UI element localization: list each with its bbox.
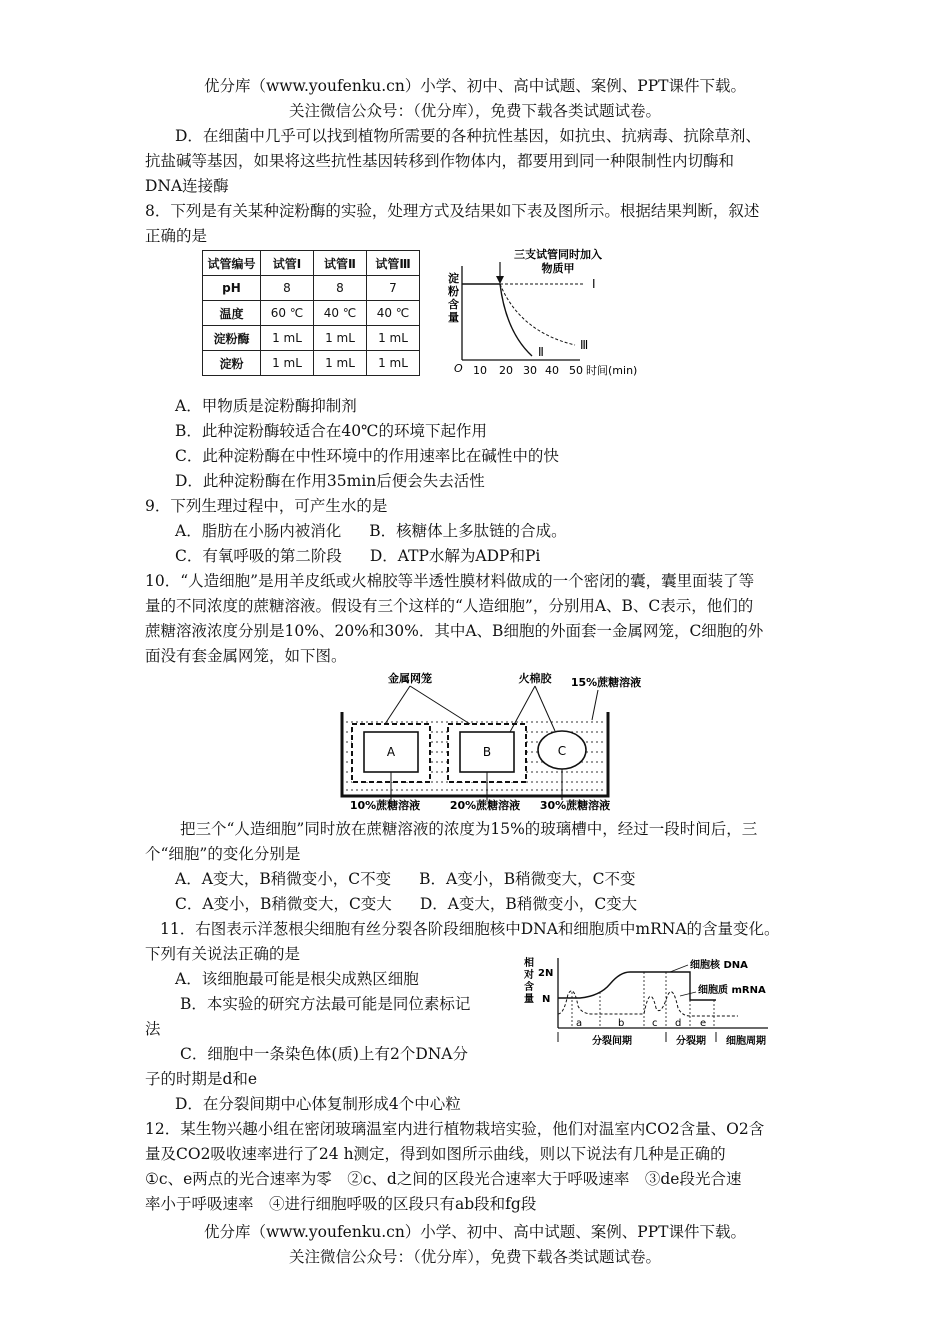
- table-cell: 1 mL: [367, 326, 420, 351]
- q7-option-d-line-1: D．在细菌中几乎可以找到植物所需要的各种抗性基因，如抗虫、抗病毒、抗除草剂、: [175, 127, 761, 145]
- legend-mrna: 细胞质 mRNA: [698, 985, 766, 996]
- table-cell: 1 mL: [261, 326, 314, 351]
- table-row: [203, 351, 420, 376]
- q11-option-c-line-1: C．细胞中一条染色体(质)上有2个DNA分: [180, 1045, 468, 1063]
- table-cell: 7: [367, 276, 420, 301]
- q10-stem-line-1: 10．“人造细胞”是用羊皮纸或火棉胶等半透性膜材料做成的一个密闭的囊，囊里面装了等: [145, 572, 755, 590]
- header-line-2: 关注微信公众号：（优分库），免费下载各类试题试卷。: [288, 102, 661, 120]
- curve-label-iii: Ⅲ: [580, 338, 589, 352]
- table-cell: 淀粉: [203, 351, 261, 376]
- q11-stem-line-2: 下列有关说法正确的是: [145, 945, 301, 963]
- table-cell: 40 ℃: [367, 301, 420, 326]
- cell-a-label: A: [386, 745, 396, 759]
- table-cell: 试管编号: [203, 251, 261, 276]
- table-cell: 1 mL: [261, 351, 314, 376]
- q8-option-b: B．此种淀粉酶较适合在40℃的环境下起作用: [175, 422, 487, 440]
- segment-label: c: [652, 1018, 658, 1029]
- graph-ylabel-char: 相: [524, 958, 534, 969]
- q7-option-d-line-2: 抗盐碱等基因，如果将这些抗性基因转移到作物体内，都要用到同一种限制性内切酶和: [145, 152, 735, 170]
- graph-annotation-line-2: 物质甲: [541, 262, 575, 275]
- graph-ylabel-char: 量: [448, 311, 459, 324]
- q11-option-b-line-2: 法: [145, 1020, 161, 1038]
- q9-options-row-1: [175, 521, 567, 541]
- legend-dna: 细胞核 DNA: [690, 960, 748, 971]
- curve-label-i: Ⅰ: [592, 277, 596, 291]
- q11-dna-mrna-graph: [520, 952, 782, 1056]
- table-row: [203, 276, 420, 301]
- x-tick-label: 30: [523, 364, 537, 377]
- q10-options-row-2: [175, 894, 637, 914]
- x-tick-label: 50: [569, 364, 583, 377]
- y-label-n: N: [542, 994, 551, 1005]
- table-cell: 试管Ⅰ: [261, 251, 314, 276]
- q10-artificial-cell-figure: [330, 668, 642, 813]
- segment-label: b: [618, 1018, 625, 1029]
- q7-option-d-line-3: DNA连接酶: [145, 177, 229, 195]
- label-cell-b-solution: 20%蔗糖溶液: [449, 799, 521, 812]
- table-cell: 试管Ⅲ: [367, 251, 420, 276]
- q11-option-a: A．该细胞最可能是根尖成熟区细胞: [175, 970, 419, 988]
- graph-ylabel-char: 量: [524, 994, 534, 1005]
- x-tick-label: 10: [473, 364, 487, 377]
- q8-stem-line-1: 8．下列是有关某种淀粉酶的实验，处理方式及结果如下表及图所示。根据结果判断，叙述: [145, 202, 760, 220]
- q12-line-1: 12．某生物兴趣小组在密闭玻璃温室内进行植物栽培实验，他们对温室内CO2含量、O2含: [145, 1120, 765, 1138]
- table-cell: 8: [261, 276, 314, 301]
- q11-option-b-line-1: B．本实验的研究方法最可能是同位素标记: [180, 995, 471, 1013]
- phase-division-label: 分裂期: [676, 1036, 706, 1047]
- graph-ylabel-char: 含: [448, 298, 459, 311]
- label-cell-a-solution: 10%蔗糖溶液: [349, 799, 421, 812]
- table-row: [203, 301, 420, 326]
- x-tick-label: 40: [545, 364, 559, 377]
- table-cell: pH: [203, 276, 261, 301]
- annotation-arrowhead: [496, 276, 504, 284]
- table-cell: 40 ℃: [314, 301, 367, 326]
- q8-option-c: C．此种淀粉酶在中性环境中的作用速率比在碱性中的快: [175, 447, 559, 465]
- q10-option-a: A．A变大，B稍微变小，C不变: [175, 870, 392, 888]
- q10-option-b: B．A变小，B稍微变大，C不变: [419, 870, 636, 888]
- q10-options-row-1: [175, 869, 635, 889]
- q9-option-d: D．ATP水解为ADP和Pi: [369, 547, 541, 565]
- q8-option-d: D．此种淀粉酶在作用35min后便会失去活性: [175, 472, 485, 490]
- q11-stem-line-1: 11．右图表示洋葱根尖细胞有丝分裂各阶段细胞核中DNA和细胞质中mRNA的含量变化。: [160, 920, 780, 938]
- curve-label-ii: Ⅱ: [538, 345, 544, 359]
- phase-interphase-label: 分裂间期: [592, 1036, 632, 1047]
- q8-starch-graph: [440, 242, 655, 382]
- q10-stem-line-2: 量的不同浓度的蔗糖溶液。假设有三个这样的“人造细胞”，分别用A、B、C表示，他们的: [145, 597, 754, 615]
- label-metal-cage: 金属网笼: [388, 672, 432, 685]
- x-axis-label: 细胞周期: [726, 1036, 766, 1047]
- label-collodion: 火棉胶: [518, 672, 552, 685]
- q10-option-c: C．A变小，B稍微变大，C变大: [175, 895, 392, 913]
- q11-option-d: D．在分裂间期中心体复制形成4个中心粒: [175, 1095, 461, 1113]
- table-cell: 8: [314, 276, 367, 301]
- q10-stem-line-4: 面没有套金属网笼，如下图。: [145, 647, 347, 665]
- q9-options-row-2: [175, 546, 540, 566]
- x-tick-label: 20: [499, 364, 513, 377]
- q11-option-c-line-2: 子的时期是d和e: [145, 1070, 258, 1088]
- graph-ylabel-char: 粉: [448, 285, 459, 298]
- q10-after-line-1: 把三个“人造细胞”同时放在蔗糖溶液的浓度为15%的玻璃槽中，经过一段时间后，三: [180, 820, 758, 838]
- curve-iii: [500, 284, 575, 345]
- label-outer-solution: 15%蔗糖溶液: [570, 676, 642, 689]
- q10-after-line-2: 个“细胞”的变化分别是: [145, 845, 301, 863]
- table-cell: 温度: [203, 301, 261, 326]
- header-line-1: 优分库（www.youfenku.cn）小学、初中、高中试题、案例、PPT课件下载。: [203, 77, 747, 95]
- q9-stem: 9．下列生理过程中，可产生水的是: [145, 497, 388, 515]
- q10-option-d: D．A变大，B稍微变小，C变大: [419, 895, 638, 913]
- label-cell-c-solution: 30%蔗糖溶液: [539, 799, 611, 812]
- q8-option-a: A．甲物质是淀粉酶抑制剂: [175, 397, 357, 415]
- graph-origin: O: [454, 362, 463, 375]
- table-cell: 1 mL: [314, 326, 367, 351]
- table-row: [203, 251, 420, 276]
- segment-label: d: [675, 1018, 682, 1029]
- q9-option-a: A．脂肪在小肠内被消化: [175, 522, 342, 540]
- dna-legend-pointer: [670, 965, 688, 972]
- segment-label: e: [700, 1018, 707, 1029]
- graph-ylabel-char: 对: [524, 970, 534, 981]
- y-label-2n: 2N: [538, 968, 554, 979]
- table-cell: 1 mL: [367, 351, 420, 376]
- cell-c-label: C: [557, 744, 567, 758]
- q12-line-2: 量及CO2吸收速率进行了24 h测定，得到如图所示曲线，则以下说法有几种是正确的: [145, 1145, 726, 1163]
- footer-line-1: 优分库（www.youfenku.cn）小学、初中、高中试题、案例、PPT课件下载。: [203, 1223, 747, 1241]
- graph-ylabel-char: 含: [524, 982, 534, 993]
- mrna-legend-pointer: [680, 992, 696, 996]
- table-cell: 淀粉酶: [203, 326, 261, 351]
- graph-ylabel-char: 淀: [448, 272, 459, 285]
- q12-line-4: 率小于呼吸速率 ④进行细胞呼吸的区段只有ab段和fg段: [145, 1195, 537, 1213]
- q9-option-c: C．有氧呼吸的第二阶段: [175, 547, 342, 565]
- table-cell: 1 mL: [314, 351, 367, 376]
- dna-curve: [558, 972, 716, 1000]
- x-axis-unit: 时间(min): [586, 364, 638, 377]
- q8-experiment-table: [202, 250, 420, 376]
- q12-line-3: ①c、e两点的光合速率为零 ②c、d之间的区段光合速率大于呼吸速率 ③de段光合速: [145, 1170, 742, 1188]
- table-row: [203, 326, 420, 351]
- cell-b-label: B: [482, 745, 492, 759]
- footer-line-2: 关注微信公众号：（优分库），免费下载各类试题试卷。: [288, 1248, 661, 1266]
- table-cell: 60 ℃: [261, 301, 314, 326]
- q10-stem-line-3: 蔗糖溶液浓度分别是10%、20%和30%．其中A、B细胞的外面套一金属网笼，C细胞的外: [145, 622, 764, 640]
- segment-label: a: [576, 1018, 583, 1029]
- q9-option-b: B．核糖体上多肽链的合成。: [369, 522, 567, 540]
- table-cell: 试管Ⅱ: [314, 251, 367, 276]
- q8-stem-line-2: 正确的是: [145, 227, 208, 245]
- graph-annotation-line-1: 三支试管同时加入: [514, 248, 602, 261]
